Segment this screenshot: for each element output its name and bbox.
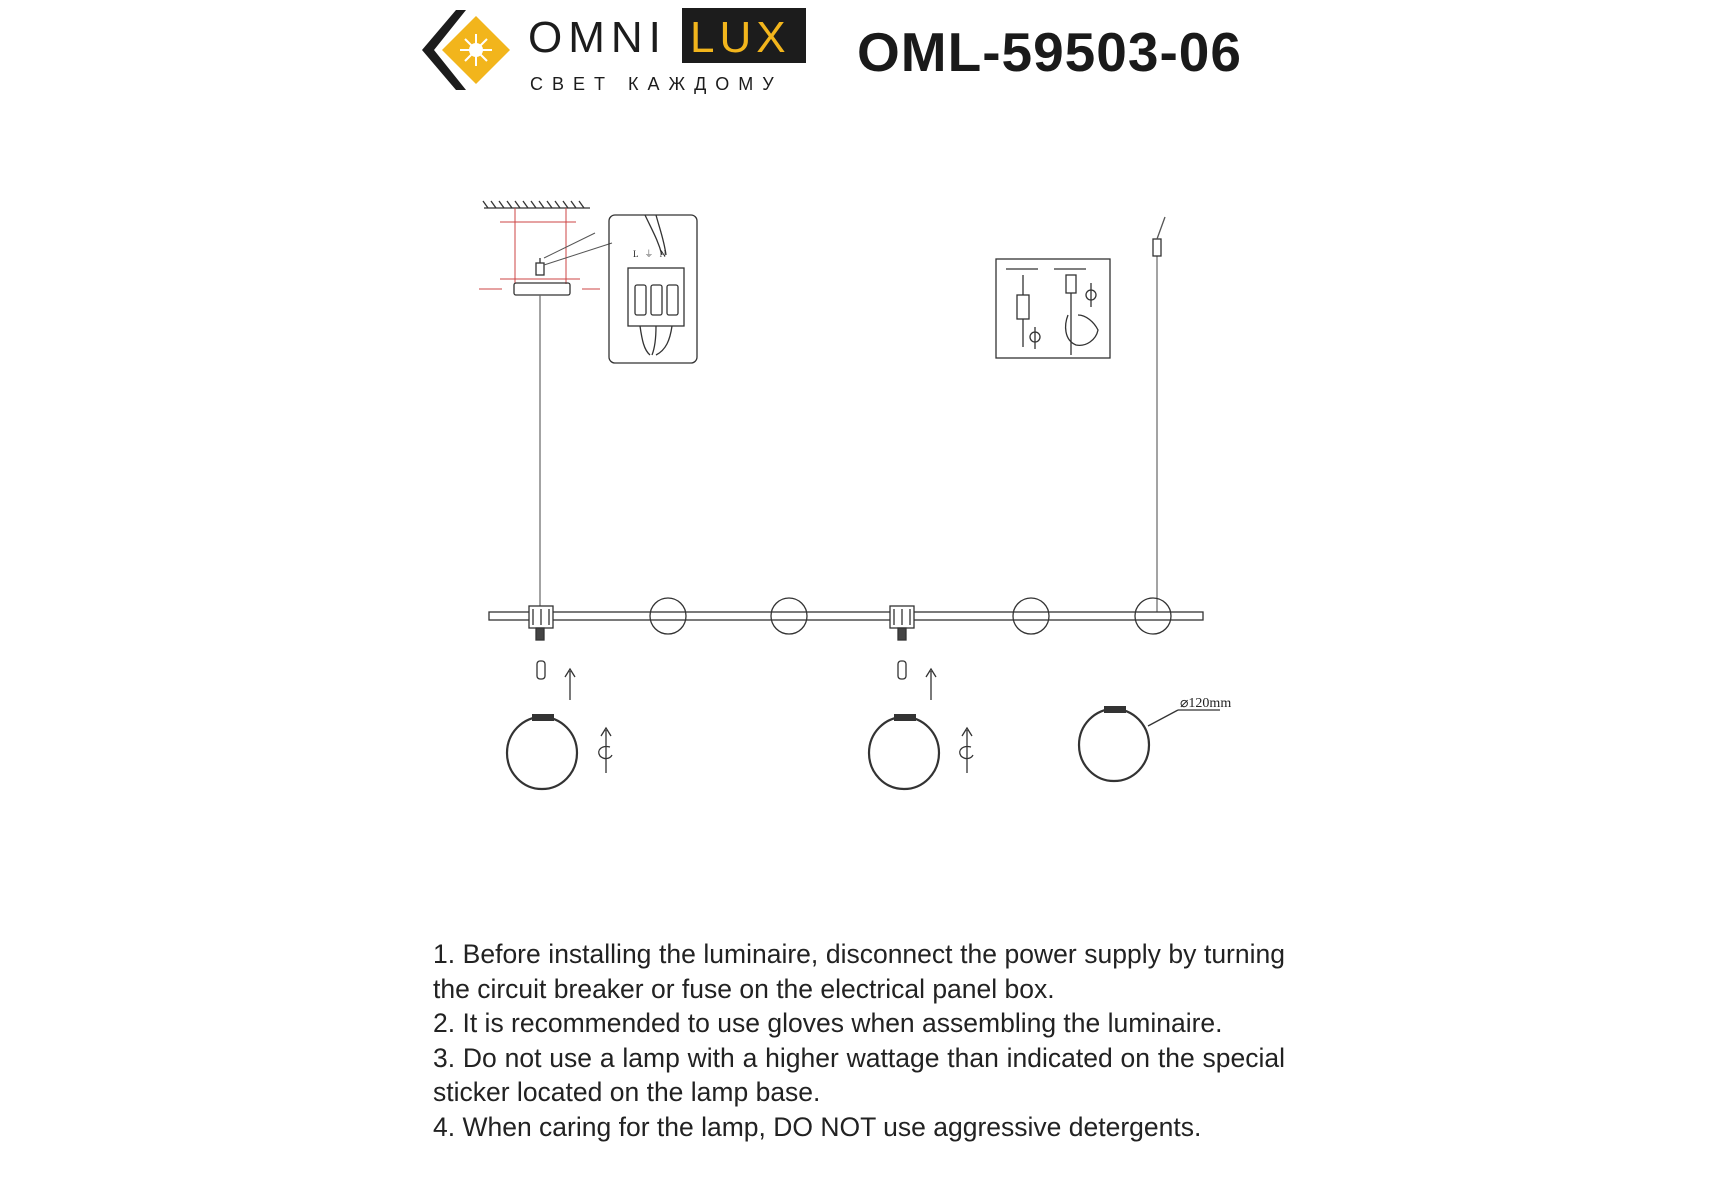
instructions-list: [433, 937, 1285, 1144]
up-arrow-icon: [565, 669, 936, 700]
ceiling-mount-icon: [479, 201, 612, 295]
cable-adjust-icon: [996, 259, 1110, 358]
instruction-item: 4. When caring for the lamp, DO NOT use aggressive detergents.: [433, 1111, 1202, 1142]
brand-name-omni: OMNI: [528, 13, 667, 62]
omnilux-logo-icon: [412, 4, 522, 96]
brand-tagline: СВЕТ КАЖДОМУ: [530, 74, 783, 94]
terminal-block-icon: [609, 215, 697, 363]
terminal-labels: L ⏚ N: [633, 249, 669, 259]
diameter-label: ⌀120mm: [1180, 696, 1232, 711]
instruction-item: 3. Do not use a lamp with a higher wattage than indicated on the special sticker located on the lamp base.: [433, 1042, 1285, 1107]
installation-diagram: [440, 195, 1260, 815]
instruction-item: 1. Before installing the luminaire, disconnect the power supply by turning the circuit breaker or fuse on the electrical panel box.: [433, 939, 1285, 1004]
bulb-icon: [537, 661, 906, 679]
header: [0, 0, 1715, 120]
socket-1-icon: [529, 606, 553, 640]
brand-name-lux: LUX: [690, 13, 791, 62]
socket-2-icon: [890, 606, 914, 640]
instruction-item: 2. It is recommended to use gloves when assembling the luminaire.: [433, 1008, 1223, 1038]
diagram-drawing: [440, 195, 1260, 815]
model-code: OML-59503-06: [857, 21, 1242, 83]
rotate-icon: [599, 728, 973, 773]
